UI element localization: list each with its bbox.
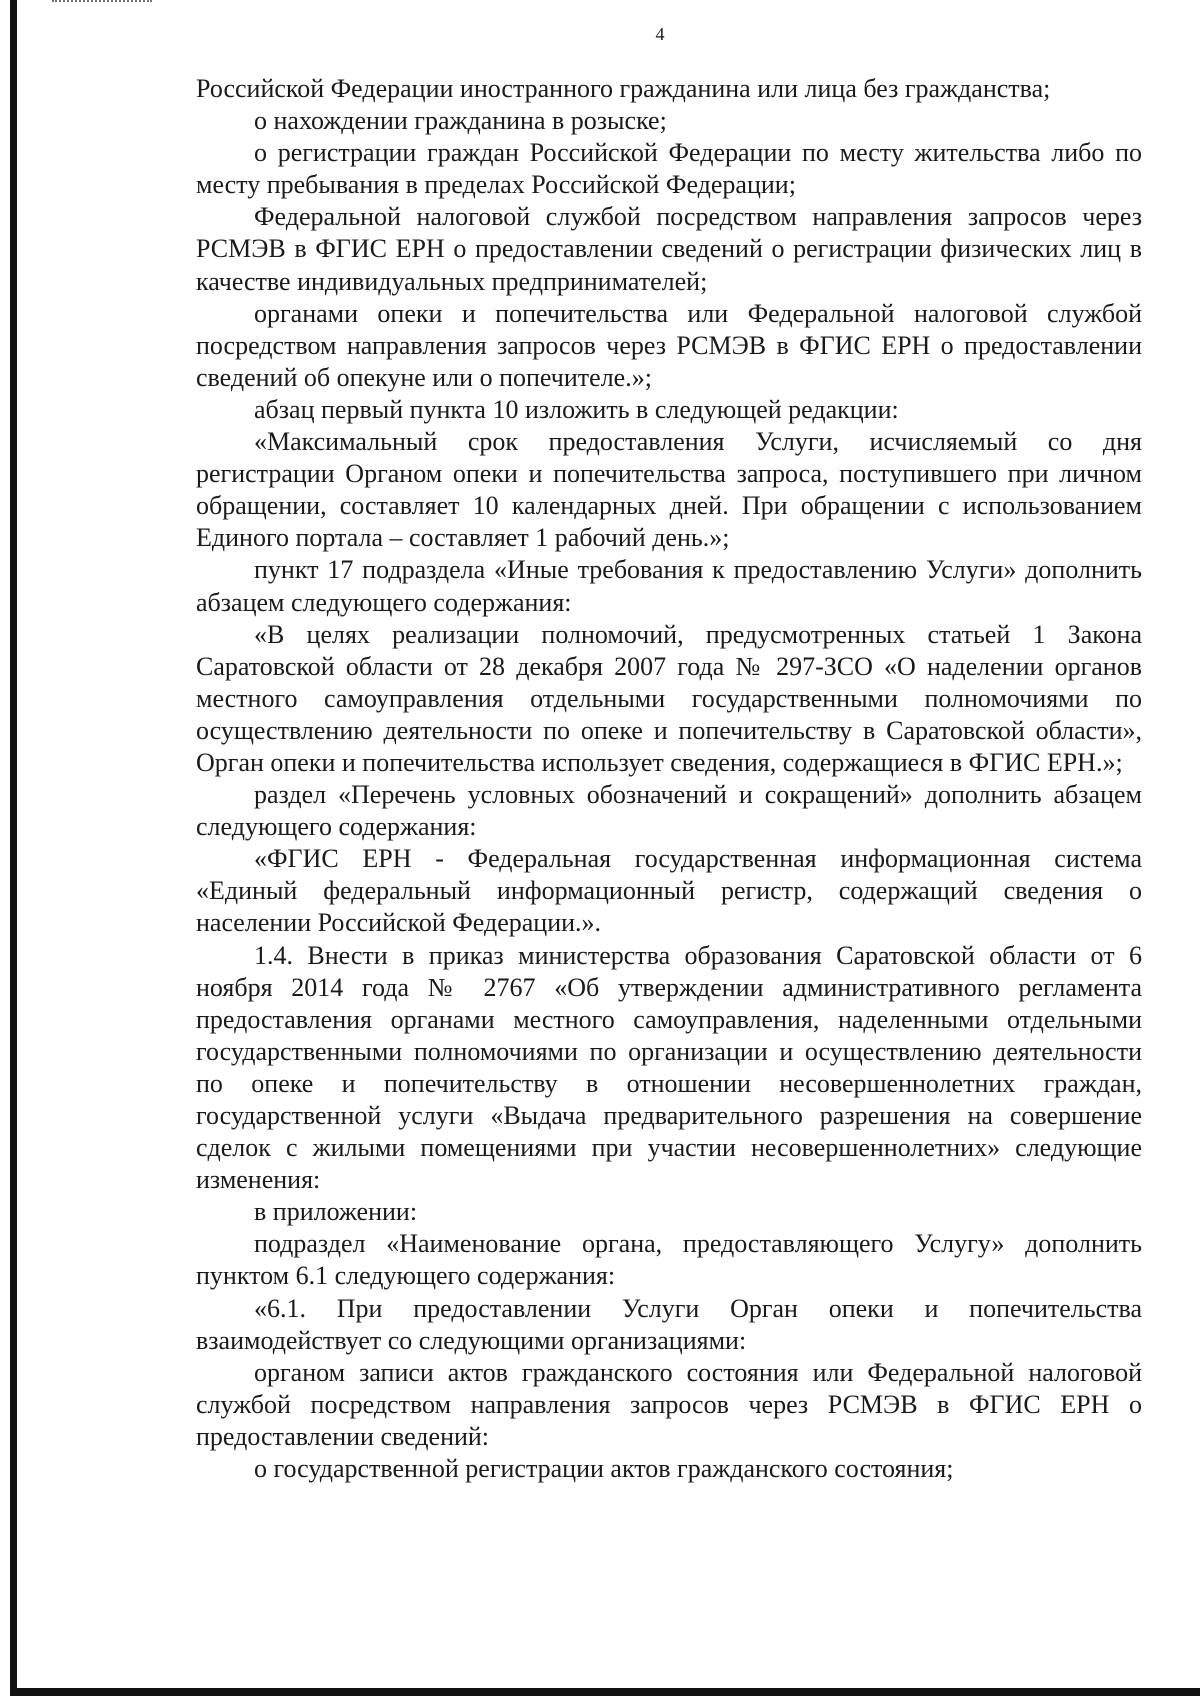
paragraph: Федеральной налоговой службой посредством направления запросов через РСМЭВ в ФГИС ЕРН о предоставлении сведений о регистрации физических лиц в качестве индивидуальных предпринимателей; bbox=[196, 202, 1142, 296]
paragraph: «Максимальный срок предоставления Услуги, исчисляемый со дня регистрации Органом опеки и попечительства запроса, поступившего при личном обращении, составляет 10 календарных дней. При обращении с использованием Единого портала – составляет 1 рабочий день.»; bbox=[196, 427, 1142, 553]
scan-artifact bbox=[52, 0, 152, 5]
paragraph: в приложении: bbox=[254, 1197, 418, 1227]
paragraph: «6.1. При предоставлении Услуги Орган опеки и попечительства взаимодействует со следующими организациями: bbox=[196, 1293, 1142, 1355]
scan-bottom-border bbox=[10, 1688, 1200, 1696]
paragraph: «ФГИС ЕРН - Федеральная государственная информационная система «Единый федеральный информационный регистр, содержащий сведения о населении Российской Федерации.». bbox=[196, 844, 1142, 938]
paragraph: 1.4. Внести в приказ министерства образования Саратовской области от 6 ноября 2014 года № 2767 «Об утверждении административного регламента предоставления органами местного самоуправления, наделенными отдельными государственными полномочиями по организации и осуществлению деятельности по опеке и попечительству в отношении несовершеннолетних граждан, государственной услуги «Выдача предварительного разрешения на совершение сделок с жилыми помещениями при участии несовершеннолетних» следующие изменения: bbox=[196, 940, 1142, 1195]
paragraph: подраздел «Наименование органа, предоставляющего Услугу» дополнить пунктом 6.1 следующего содержания: bbox=[196, 1229, 1142, 1291]
document-body bbox=[196, 73, 1142, 1485]
paragraph: Российской Федерации иностранного гражданина или лица без гражданства; bbox=[196, 74, 1051, 103]
paragraph: о нахождении гражданина в розыске; bbox=[254, 106, 667, 136]
page-number: 4 bbox=[655, 24, 665, 44]
paragraph: «В целях реализации полномочий, предусмотренных статьей 1 Закона Саратовской области от 28 декабря 2007 года № 297-ЗСО «О наделении органов местного самоуправления отдельными государственными полномочиями по осуществлению деятельности по опеке и попечительству в Саратовской области», Орган опеки и попечительства использует сведения, содержащиеся в ФГИС ЕРН.»; bbox=[196, 619, 1142, 777]
paragraph: абзац первый пункта 10 изложить в следующей редакции: bbox=[254, 394, 899, 424]
paragraph: пункт 17 подраздела «Иные требования к предоставлению Услуги» дополнить абзацем следующего содержания: bbox=[196, 555, 1142, 617]
scan-left-border bbox=[10, 0, 17, 1694]
paragraph: о регистрации граждан Российской Федерации по месту жительства либо по месту пребывания в пределах Российской Федерации; bbox=[196, 138, 1142, 200]
paragraph: раздел «Перечень условных обозначений и сокращений» дополнить абзацем следующего содержания: bbox=[196, 780, 1142, 842]
paragraph: органами опеки и попечительства или Федеральной налоговой службой посредством направления запросов через РСМЭВ в ФГИС ЕРН о предоставлении сведений об опекуне или о попечителе.»; bbox=[196, 298, 1142, 392]
paragraph: органом записи актов гражданского состояния или Федеральной налоговой службой посредством направления запросов через РСМЭВ в ФГИС ЕРН о предоставлении сведений: bbox=[196, 1357, 1142, 1451]
paragraph: о государственной регистрации актов гражданского состояния; bbox=[254, 1454, 954, 1484]
